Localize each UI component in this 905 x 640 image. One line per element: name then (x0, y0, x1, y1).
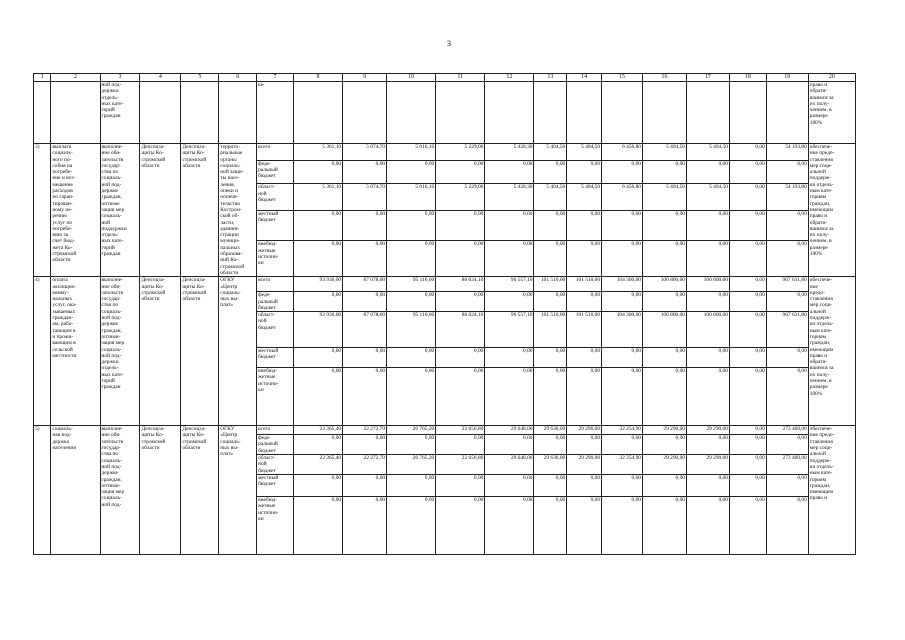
column-number-cell: 14 (567, 74, 602, 82)
amount-cell: 0,00 (534, 241, 567, 277)
amount-cell: 29 290,00 (642, 426, 686, 435)
coordinator: Депсоцза- щиты Ко- стромской области (140, 277, 181, 426)
amount-cell: 0,00 (766, 474, 808, 496)
column-number-cell: 11 (436, 74, 485, 82)
column-number-cell: 7 (257, 74, 294, 82)
continuation-task-cell: ной под- держки отдель- ных кате- горий граждан (100, 82, 140, 144)
amount-cell: 5 404,50 (534, 184, 567, 210)
column-number-cell: 12 (485, 74, 534, 82)
amount-cell: 5 229,00 (436, 144, 485, 161)
amount-cell: 5 404,50 (642, 184, 686, 210)
amount-cell: 0,00 (686, 292, 729, 312)
amount-cell: 22 272,70 (343, 455, 387, 475)
amount-cell: 0,00 (729, 210, 766, 241)
amount-cell: 5 404,50 (686, 144, 729, 161)
amount-cell: 0,00 (534, 435, 567, 455)
amount-cell: 0,00 (485, 292, 534, 312)
amount-cell: 100 800,00 (686, 312, 729, 348)
amount-cell: 0,00 (766, 496, 808, 554)
row-number: 4) (34, 277, 51, 426)
amount-cell: 0,00 (602, 348, 643, 368)
amount-cell: 0,00 (766, 241, 808, 277)
amount-cell: 5 016,10 (387, 144, 436, 161)
amount-cell: 101 510,00 (567, 277, 602, 292)
amount-cell: 0,00 (567, 292, 602, 312)
amount-cell: 0,00 (766, 348, 808, 368)
amount-cell: 0,00 (343, 368, 387, 426)
amount-cell: 0,00 (729, 455, 766, 475)
funding-source: внебюд- жетные источни- ки (257, 496, 294, 554)
amount-cell: 29 630,00 (534, 455, 567, 475)
column-number-cell: 18 (729, 74, 766, 82)
amount-cell: 0,00 (567, 368, 602, 426)
amount-cell: 22 656,80 (436, 426, 485, 435)
amount-cell: 0,00 (766, 292, 808, 312)
amount-cell: 0,00 (729, 348, 766, 368)
amount-cell: 0,00 (602, 160, 643, 184)
continuation-source-cell: ки (257, 82, 294, 144)
amount-cell: 0,00 (534, 348, 567, 368)
amount-cell: 0,00 (293, 435, 342, 455)
row-number: 3) (34, 144, 51, 277)
amount-cell: 0,00 (387, 496, 436, 554)
amount-cell: 0,00 (293, 241, 342, 277)
measure-name: оплата жилищно- комму- нальных услуг, ока- зываемых граждан- ам, рабо- тающим в и прожи- вающим в сельской местности (51, 277, 100, 426)
amount-cell: 101 510,00 (534, 277, 567, 292)
amount-cell: 0,00 (602, 241, 643, 277)
column-number-cell: 15 (602, 74, 643, 82)
amount-cell: 0,00 (766, 210, 808, 241)
program-row (34, 426, 856, 435)
amount-cell: 5 229,00 (436, 184, 485, 210)
amount-cell: 0,00 (567, 474, 602, 496)
amount-cell: 0,00 (686, 474, 729, 496)
amount-cell: 5 428,30 (485, 144, 534, 161)
column-number-cell: 9 (343, 74, 387, 82)
amount-cell: 0,00 (293, 160, 342, 184)
amount-cell: 0,00 (485, 496, 534, 554)
amount-cell: 0,00 (534, 496, 567, 554)
amount-cell: 0,00 (343, 496, 387, 554)
amount-cell: 29 290,00 (686, 426, 729, 435)
column-number-cell: 6 (219, 74, 257, 82)
column-number-cell: 16 (642, 74, 686, 82)
amount-cell: 0,00 (387, 160, 436, 184)
column-number-cell: 17 (686, 74, 729, 82)
amount-cell: 0,00 (642, 241, 686, 277)
funding-source: феде- ральный бюджет (257, 292, 294, 312)
amount-cell: 0,00 (387, 348, 436, 368)
amount-cell: 22 365,40 (293, 455, 342, 475)
amount-cell: 0,00 (686, 210, 729, 241)
amount-cell: 22 656,80 (436, 455, 485, 475)
amount-cell: 86 024,10 (436, 277, 485, 292)
amount-cell: 0,00 (293, 474, 342, 496)
amount-cell: 0,00 (766, 435, 808, 455)
amount-cell: 5 404,50 (686, 184, 729, 210)
amount-cell: 0,00 (567, 496, 602, 554)
amount-cell: 0,00 (602, 292, 643, 312)
amount-cell: 0,00 (642, 348, 686, 368)
amount-cell: 0,00 (387, 241, 436, 277)
amount-cell: 0,00 (343, 210, 387, 241)
column-number-cell: 20 (808, 74, 855, 82)
amount-cell: 0,00 (729, 144, 766, 161)
measure-task: выполне- ние обя- зательств государ- ства по социаль- ной под- держке граждан, оптими- зация мер социаль- ной поддержки отдель- ных кате- горий граждан (100, 144, 140, 277)
amount-cell: 0,00 (343, 292, 387, 312)
responsible: Депсоцза- щиты Ко- стромской области (181, 426, 219, 555)
amount-cell: 0,00 (293, 210, 342, 241)
column-number-cell: 8 (293, 74, 342, 82)
amount-cell: 0,00 (686, 368, 729, 426)
amount-cell: 0,00 (534, 160, 567, 184)
amount-cell: 967 631,80 (766, 312, 808, 348)
amount-cell: 0,00 (567, 435, 602, 455)
amount-cell: 0,00 (534, 292, 567, 312)
program-row (34, 144, 856, 161)
amount-cell: 0,00 (602, 435, 643, 455)
amount-cell: 5 074,70 (343, 144, 387, 161)
amount-cell: 0,00 (729, 277, 766, 292)
amount-cell: 0,00 (766, 368, 808, 426)
amount-cell: 104 300,00 (602, 312, 643, 348)
column-number-row (34, 74, 856, 82)
amount-cell: 0,00 (293, 496, 342, 554)
measure-task: выполне- ние обя- зательств государ- ства по социаль- ной под- держке граждан, оптими- зация мер социаль- ной под- держки отдель- ных кате- горий граждан (100, 277, 140, 426)
continuation-result-cell: право и обрати- вшимся за их полу- чением, в размере 100% (808, 82, 855, 144)
amount-cell: 93 936,00 (293, 312, 342, 348)
amount-cell: 5 404,50 (642, 144, 686, 161)
amount-cell: 5 404,50 (567, 184, 602, 210)
amount-cell: 0,00 (729, 435, 766, 455)
funding-source: местный бюджет (257, 348, 294, 368)
amount-cell: 0,00 (534, 474, 567, 496)
funding-source: всего (257, 277, 294, 292)
amount-cell: 0,00 (343, 474, 387, 496)
program-row (34, 277, 856, 292)
column-number-cell: 10 (387, 74, 436, 82)
column-number-cell: 19 (766, 74, 808, 82)
amount-cell: 5 404,50 (534, 144, 567, 161)
funding-source: феде- ральный бюджет (257, 160, 294, 184)
measure-name: социаль- ная под- держка населения (51, 426, 100, 555)
amount-cell: 101 510,00 (534, 312, 567, 348)
amount-cell: 26 765,20 (387, 455, 436, 475)
amount-cell: 29 290,00 (686, 455, 729, 475)
funding-source: местный бюджет (257, 474, 294, 496)
funding-source: всего (257, 426, 294, 435)
amount-cell: 96 557,10 (485, 312, 534, 348)
amount-cell: 54 193,80 (766, 184, 808, 210)
amount-cell: 32 254,90 (602, 455, 643, 475)
amount-cell: 0,00 (343, 435, 387, 455)
funding-source: област- ной бюджет (257, 455, 294, 475)
amount-cell: 5 016,10 (387, 184, 436, 210)
amount-cell: 0,00 (343, 160, 387, 184)
amount-cell: 0,00 (729, 426, 766, 435)
funding-source: внебюд- жетные источни- ки (257, 368, 294, 426)
amount-cell: 0,00 (642, 496, 686, 554)
coordinator: Депсоцза- щиты Ко- стромской области (140, 144, 181, 277)
column-number-cell: 1 (34, 74, 51, 82)
amount-cell: 0,00 (602, 210, 643, 241)
amount-cell: 0,00 (642, 435, 686, 455)
amount-cell: 29 290,00 (567, 455, 602, 475)
amount-cell: 0,00 (436, 496, 485, 554)
amount-cell: 0,00 (293, 368, 342, 426)
amount-cell: 6 456,80 (602, 184, 643, 210)
program-table (33, 73, 856, 555)
amount-cell: 0,00 (293, 292, 342, 312)
funding-source: внебюд- жетные источни- ки (257, 241, 294, 277)
amount-cell: 29 648,00 (485, 455, 534, 475)
amount-cell: 0,00 (642, 210, 686, 241)
amount-cell: 26 765,20 (387, 426, 436, 435)
amount-cell: 0,00 (534, 210, 567, 241)
amount-cell: 100 800,00 (686, 277, 729, 292)
amount-cell: 0,00 (567, 160, 602, 184)
funding-source: област- ной бюджет (257, 312, 294, 348)
amount-cell: 29 290,00 (567, 426, 602, 435)
funding-source: всего (257, 144, 294, 161)
amount-cell: 0,00 (729, 241, 766, 277)
amount-cell: 0,00 (729, 496, 766, 554)
column-number-cell: 3 (100, 74, 140, 82)
amount-cell: 0,00 (343, 241, 387, 277)
amount-cell: 0,00 (602, 496, 643, 554)
amount-cell: 0,00 (766, 160, 808, 184)
amount-cell: 22 365,40 (293, 426, 342, 435)
amount-cell: 0,00 (387, 292, 436, 312)
table-body (34, 74, 856, 555)
measure-name: выплата социаль- ного по- собия на погребе- ние и воз- мещение расходов по гаран- тирован- ному пе- речню услуг по погребе- нию за счет бюд- жета Ко- стромской области (51, 144, 100, 277)
amount-cell: 0,00 (567, 241, 602, 277)
amount-cell: 967 631,80 (766, 277, 808, 292)
amount-cell: 32 254,90 (602, 426, 643, 435)
amount-cell: 0,00 (729, 160, 766, 184)
amount-cell: 0,00 (436, 210, 485, 241)
expected-result: обеспече- ние предо- ставления мер соци- альной поддерж- ки отдель- ным кате- гориям граждан, имеющим право и (808, 426, 855, 555)
amount-cell: 0,00 (387, 210, 436, 241)
amount-cell: 0,00 (485, 160, 534, 184)
amount-cell: 5 404,50 (567, 144, 602, 161)
amount-cell: 0,00 (485, 368, 534, 426)
amount-cell: 0,00 (485, 435, 534, 455)
amount-cell: 95 116,60 (387, 312, 436, 348)
responsible: Депсоцза- щиты Ко- стромской области (181, 277, 219, 426)
amount-cell: 100 800,00 (642, 312, 686, 348)
amount-cell: 0,00 (729, 292, 766, 312)
amount-cell: 273 400,00 (766, 426, 808, 435)
amount-cell: 0,00 (729, 368, 766, 426)
amount-cell: 0,00 (436, 292, 485, 312)
amount-cell: 29 648,00 (485, 426, 534, 435)
amount-cell: 0,00 (436, 435, 485, 455)
amount-cell: 0,00 (436, 348, 485, 368)
amount-cell: 5 361,10 (293, 144, 342, 161)
amount-cell: 29 630,00 (534, 426, 567, 435)
amount-cell: 0,00 (567, 348, 602, 368)
amount-cell: 0,00 (436, 474, 485, 496)
amount-cell: 101 510,00 (567, 312, 602, 348)
amount-cell: 0,00 (686, 435, 729, 455)
amount-cell: 0,00 (642, 368, 686, 426)
amount-cell: 54 193,80 (766, 144, 808, 161)
continuation-row (34, 82, 856, 144)
amount-cell: 0,00 (436, 160, 485, 184)
amount-cell: 104 300,00 (602, 277, 643, 292)
amount-cell: 86 024,10 (436, 312, 485, 348)
column-number-cell: 13 (534, 74, 567, 82)
amount-cell: 0,00 (567, 210, 602, 241)
coordinator: Депсоцза- щиты Ко- стромской области (140, 426, 181, 555)
amount-cell: 0,00 (485, 348, 534, 368)
amount-cell: 5 428,30 (485, 184, 534, 210)
amount-cell: 87 078,00 (343, 312, 387, 348)
page-number: 3 (447, 39, 451, 48)
expected-result: обеспече- ние предо- ставления мер соци- альной поддерж- ки отдель- ным кате- гориям граждан, имеющим право и обрати- вшимся за их полу- чением, в размере 100% (808, 144, 855, 277)
amount-cell: 22 272,70 (343, 426, 387, 435)
amount-cell: 0,00 (343, 348, 387, 368)
measure-task: выполне- ние обя- зательств государ- ства по социаль- ной под- держке граждан, оптими- зация мер социаль- ной под- (100, 426, 140, 555)
funding-source: феде- ральный бюджет (257, 435, 294, 455)
funding-source: област- ной бюджет (257, 184, 294, 210)
amount-cell: 5 361,10 (293, 184, 342, 210)
row-number: 5) (34, 426, 51, 555)
amount-cell: 0,00 (534, 368, 567, 426)
amount-cell: 29 290,00 (642, 455, 686, 475)
amount-cell: 6 456,80 (602, 144, 643, 161)
amount-cell: 0,00 (686, 241, 729, 277)
amount-cell: 5 074,70 (343, 184, 387, 210)
amount-cell: 0,00 (387, 368, 436, 426)
amount-cell: 0,00 (436, 241, 485, 277)
executor: террито- риальные органы социаль- ной защи- ты насе- ления, опеки и попечи- тельства Костром- ской об- ласти, админи- страции муници- пальных образова- ний Ко- стромской области (219, 144, 257, 277)
column-number-cell: 5 (181, 74, 219, 82)
amount-cell: 0,00 (602, 474, 643, 496)
amount-cell: 0,00 (642, 160, 686, 184)
amount-cell: 0,00 (642, 474, 686, 496)
amount-cell: 93 936,00 (293, 277, 342, 292)
executor: ОГКУ «Центр социаль- ных вы- плат» (219, 277, 257, 426)
amount-cell: 0,00 (686, 348, 729, 368)
amount-cell: 0,00 (485, 210, 534, 241)
amount-cell: 87 078,00 (343, 277, 387, 292)
amount-cell: 0,00 (602, 368, 643, 426)
amount-cell: 0,00 (729, 184, 766, 210)
amount-cell: 0,00 (729, 312, 766, 348)
amount-cell: 0,00 (387, 474, 436, 496)
amount-cell: 95 116,60 (387, 277, 436, 292)
amount-cell: 0,00 (436, 368, 485, 426)
amount-cell: 0,00 (293, 348, 342, 368)
amount-cell: 0,00 (387, 435, 436, 455)
responsible: Депсоцза- щиты Ко- стромской области (181, 144, 219, 277)
amount-cell: 0,00 (642, 292, 686, 312)
amount-cell: 0,00 (686, 496, 729, 554)
amount-cell: 273 400,00 (766, 455, 808, 475)
amount-cell: 0,00 (686, 160, 729, 184)
column-number-cell: 2 (51, 74, 100, 82)
amount-cell: 0,00 (729, 474, 766, 496)
amount-cell: 96 557,10 (485, 277, 534, 292)
amount-cell: 0,00 (485, 241, 534, 277)
column-number-cell: 4 (140, 74, 181, 82)
funding-source: местный бюджет (257, 210, 294, 241)
amount-cell: 0,00 (485, 474, 534, 496)
executor: ОГКУ «Центр социаль- ных вы- плат» (219, 426, 257, 555)
expected-result: обеспече- ние предо- ставления мер соци- альной поддерж- ки отдель- ным кате- гориям граждан, имеющим право и обрати- вшимся за их полу- чением, в размере 100% (808, 277, 855, 426)
amount-cell: 100 800,00 (642, 277, 686, 292)
